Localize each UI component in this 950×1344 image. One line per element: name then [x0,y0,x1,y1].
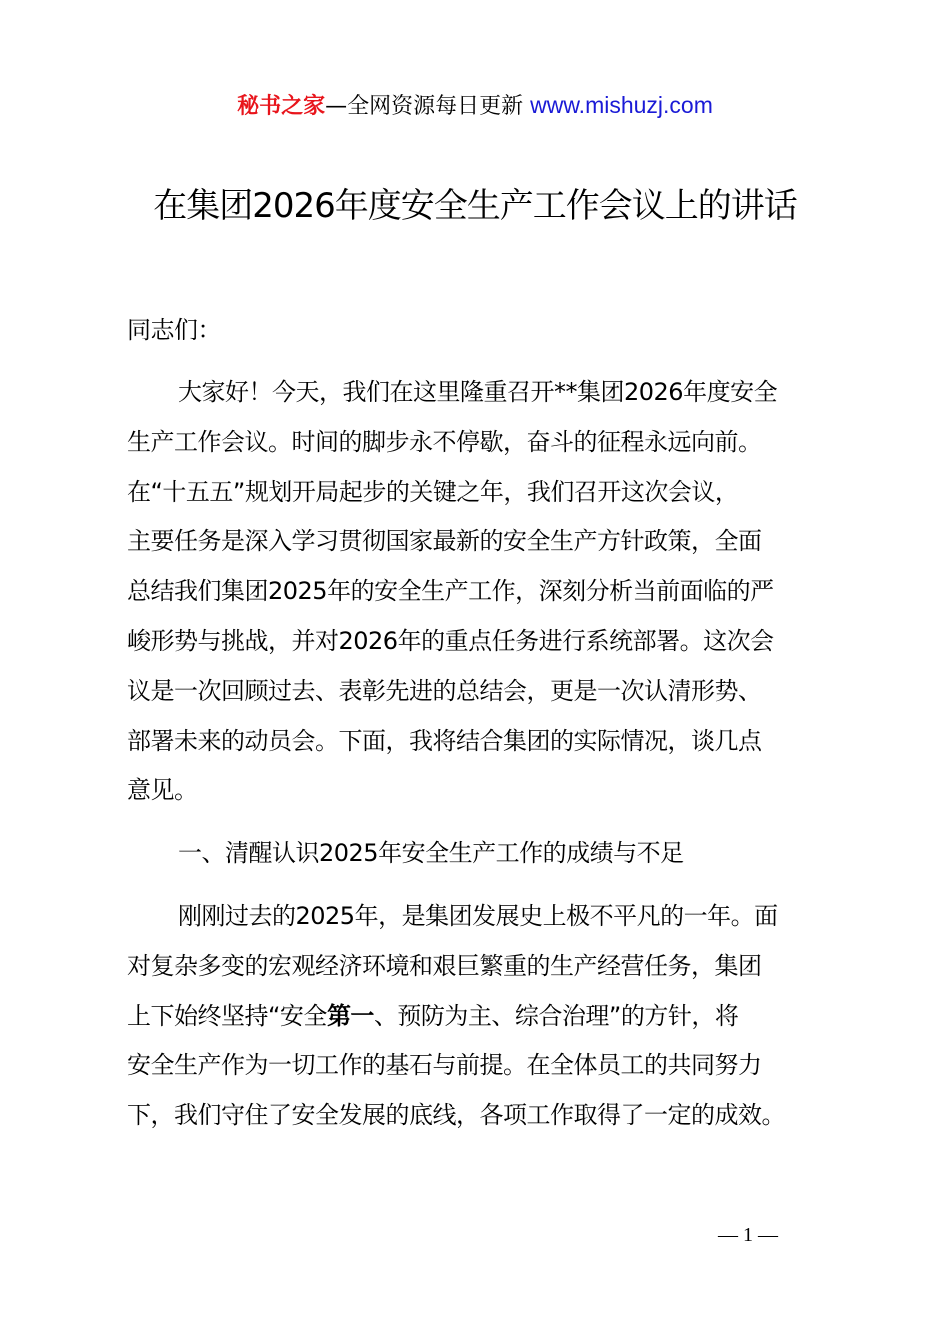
text-line: 下，我们守住了安全发展的底线，各项工作取得了一定的成效。 [127,1101,785,1129]
text-line: 刚刚过去的2025年，是集团发展史上极不平凡的一年。面 [178,902,778,930]
text-line: 峻形势与挑战，并对2026年的重点任务进行系统部署。这次会 [127,627,774,655]
site-banner [0,88,950,124]
page-number: — 1 — [718,1224,778,1246]
text-line: 在“十五五”规划开局起步的关键之年，我们召开这次会议， [127,478,739,506]
text-segment: 上下始终坚持“安全 [127,1002,327,1030]
text-line: 主要任务是深入学习贯彻国家最新的安全生产方针政策，全面 [127,527,762,555]
document-title: 在集团2026年度安全生产工作会议上的讲话 [153,186,797,226]
section-heading: 一、清醒认识2025年安全生产工作的成绩与不足 [178,839,684,867]
text-line: 部署未来的动员会。下面，我将结合集团的实际情况，谈几点 [127,727,762,755]
text-line: 大家好！今天，我们在这里隆重召开**集团2026年度安全 [178,378,778,406]
bold-text: 第一 [326,1002,374,1030]
text-line: 议是一次回顾过去、表彰先进的总结会，更是一次认清形势、 [127,677,762,705]
text-line: 总结我们集团2025年的安全生产工作，深刻分析当前面临的严 [127,577,774,605]
text-line: 安全生产作为一切工作的基石与前提。在全体员工的共同努力 [127,1051,762,1079]
brand-name: 秘书之家 [237,94,326,119]
greeting: 同志们： [127,316,221,344]
site-url-link[interactable]: www.mishuzj.com [530,92,713,118]
text-segment: 、预防为主、综合治理”的方针，将 [373,1002,739,1030]
text-line: 生产工作会议。时间的脚步永不停歇，奋斗的征程永远向前。 [127,428,762,456]
text-line: 意见。 [127,776,198,804]
text-line [127,999,738,1033]
banner-tagline: —全网资源每日更新 [325,94,524,119]
text-line: 对复杂多变的宏观经济环境和艰巨繁重的生产经营任务，集团 [127,952,762,980]
